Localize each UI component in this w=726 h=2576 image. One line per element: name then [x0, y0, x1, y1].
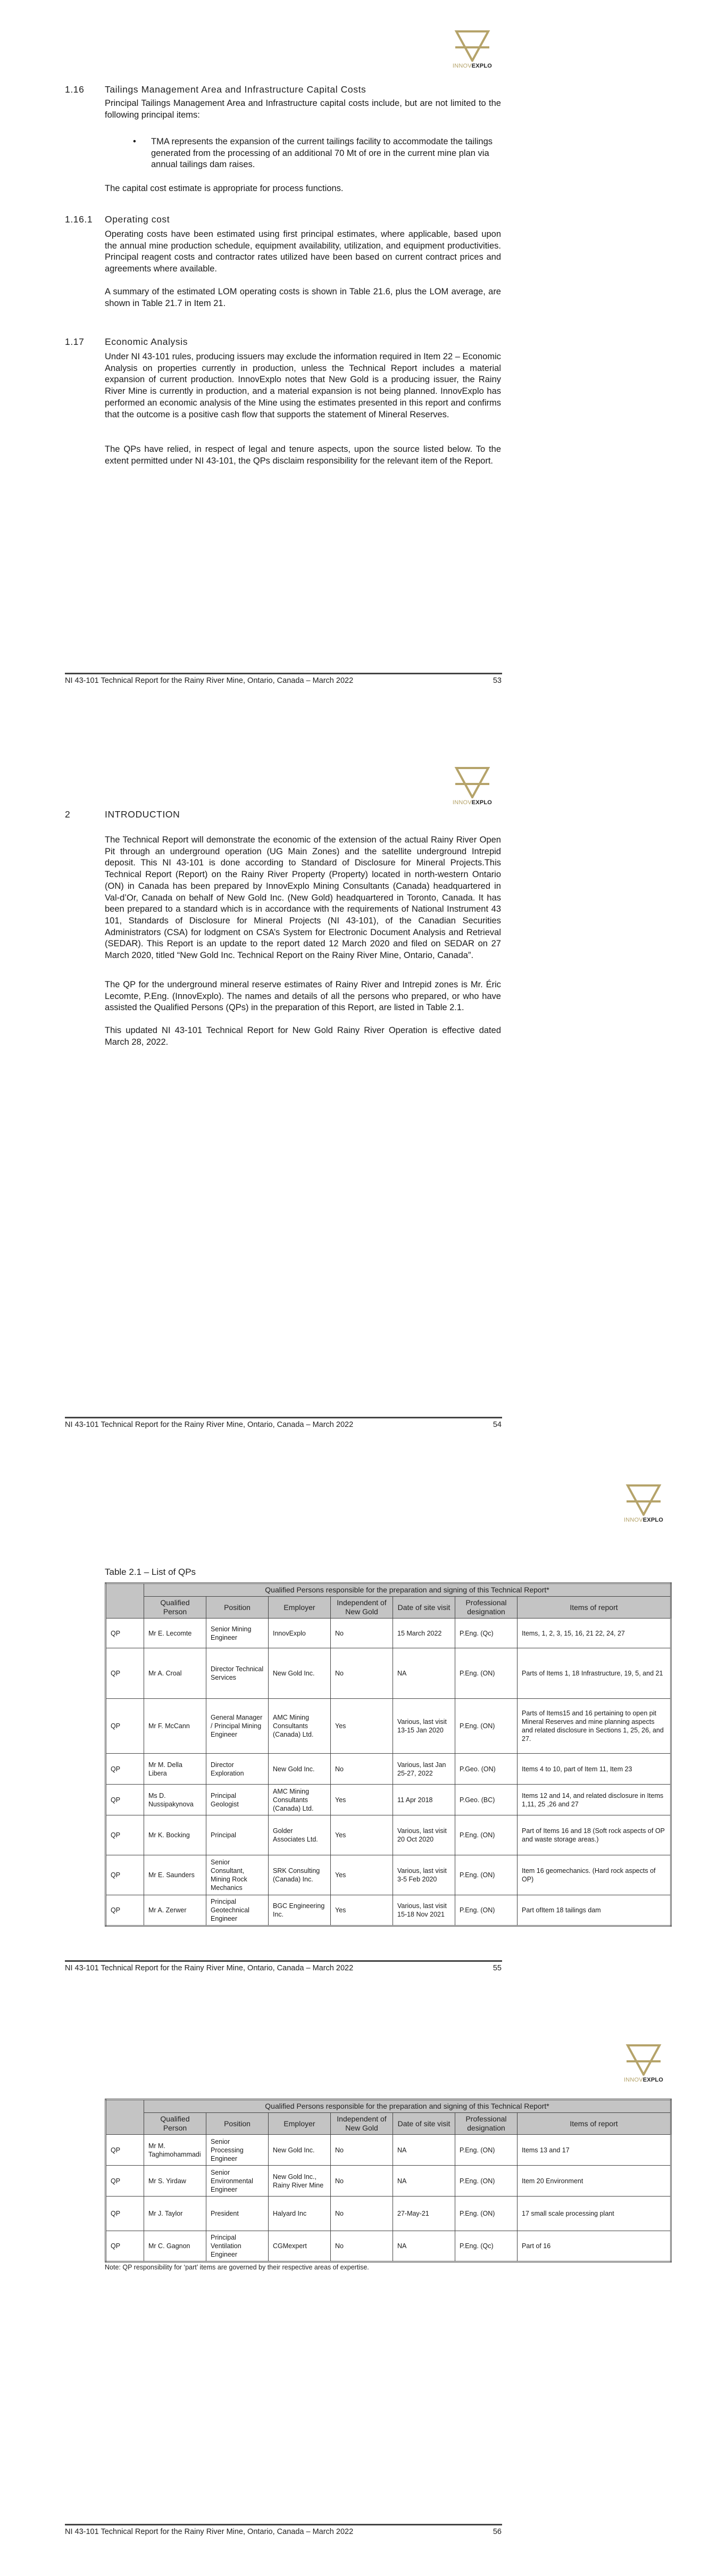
items-cell: Part ofItem 18 tailings dam: [518, 1895, 671, 1926]
column-header: Professional designation: [455, 2113, 518, 2135]
table-caption: Table 2.1 – List of QPs: [105, 1567, 196, 1577]
paragraph: The QPs have relied, in respect of legal and tenure aspects, upon the source listed below. To the extent permitted under NI 43-101, the QPs disclaim responsibility for the relevant item of the Report.: [105, 444, 501, 466]
paragraph: Operating costs have been estimated using first principal estimates, where applicable, based upon the annual mine production schedule, equipment availability, utilization, and equipment productivities. Principal reagent costs and contractor rates utilized have been based on current contract prices and agreements where available.: [105, 229, 501, 274]
role-cell: QP: [106, 1648, 144, 1699]
designation-cell: P.Eng. (ON): [455, 1815, 518, 1855]
table-group-header: Qualified Persons responsible for the preparation and signing of this Technical Report*: [144, 1583, 671, 1597]
section-number: 1.16.1: [65, 214, 93, 225]
footer-title: NI 43-101 Technical Report for the Rainy River Mine, Ontario, Canada – March 2022: [65, 2528, 354, 2536]
footer-title: NI 43-101 Technical Report for the Rainy River Mine, Ontario, Canada – March 2022: [65, 1964, 354, 1972]
logo-triangle-icon: [625, 1484, 662, 1516]
designation-cell: P.Eng. (ON): [455, 2135, 518, 2166]
paragraph: This updated NI 43-101 Technical Report for New Gold Rainy River Operation is effective dated March 28, 2022.: [105, 1026, 501, 1047]
site-visit-cell: Various, last Jan 25-27, 2022: [393, 1754, 455, 1785]
qualified-person-cell: Mr M. Della Libera: [144, 1754, 206, 1785]
role-cell: QP: [106, 1699, 144, 1754]
qualified-person-cell: Mr A. Croal: [144, 1648, 206, 1699]
items-cell: Part of 16: [518, 2231, 671, 2262]
bullet-text: TMA represents the expansion of the current tailings facility to accommodate the tailings generated from the processing of an additional 70 Mt of ore in the current mine plan via annual tailings dam raises.: [151, 137, 493, 170]
footer-divider: [65, 1417, 502, 1418]
independent-cell: No: [331, 1648, 393, 1699]
site-visit-cell: NA: [393, 2231, 455, 2262]
qualified-person-cell: Mr E. Lecomte: [144, 1619, 206, 1648]
paragraph: Principal Tailings Management Area and Infrastructure capital costs include, but are not limited to the following principal items:: [105, 98, 501, 120]
page-54: [0, 734, 726, 1496]
items-cell: Items 13 and 17: [518, 2135, 671, 2166]
table-row: [106, 2197, 671, 2231]
employer-cell: SRK Consulting (Canada) Inc.: [269, 1855, 331, 1895]
bullet-icon: •: [133, 137, 136, 146]
designation-cell: P.Eng. (ON): [455, 2197, 518, 2231]
role-cell: QP: [106, 1785, 144, 1815]
page-number: 56: [493, 2528, 502, 2536]
qualified-person-cell: Mr E. Saunders: [144, 1855, 206, 1895]
independent-cell: No: [331, 1619, 393, 1648]
independent-cell: No: [331, 2231, 393, 2262]
logo-text: INNOVEXPLO: [623, 2077, 664, 2083]
position-cell: Director Exploration: [206, 1754, 269, 1785]
employer-cell: Halyard Inc: [269, 2197, 331, 2231]
table-group-header: Qualified Persons responsible for the preparation and signing of this Technical Report*: [144, 2100, 671, 2113]
items-cell: Part of Items 16 and 18 (Soft rock aspects of OP and waste storage areas.): [518, 1815, 671, 1855]
role-cell: QP: [106, 2166, 144, 2197]
section-title: Operating cost: [105, 214, 170, 225]
role-cell: QP: [106, 1855, 144, 1895]
column-header: Employer: [269, 1597, 331, 1619]
employer-cell: Golder Associates Ltd.: [269, 1815, 331, 1855]
column-header: Independent of New Gold: [331, 2113, 393, 2135]
independent-cell: No: [331, 2135, 393, 2166]
paragraph: Under NI 43-101 rules, producing issuers may exclude the information required in Item 22 – Economic Analysis on properties currently in production, unless the Technical Report includes a material expansion of current production. InnovExplo notes that New Gold is a producing issuer, the Rainy River Mine is currently in production, and a material expansion is not being planned. InnovExplo has performed an economic analysis of the Mine using the estimates presented in this report and confirms that the outcome is a positive cash flow that supports the statement of Mineral Reserves.: [105, 352, 501, 419]
site-visit-cell: 11 Apr 2018: [393, 1785, 455, 1815]
column-header: Position: [206, 1597, 269, 1619]
qualified-person-cell: Mr J. Taylor: [144, 2197, 206, 2231]
table-row: [106, 1785, 671, 1815]
table-row: [106, 2166, 671, 2197]
employer-cell: New Gold Inc.: [269, 1648, 331, 1699]
table-row: [106, 2231, 671, 2262]
footer-divider: [65, 673, 502, 674]
section-number: 1.17: [65, 336, 85, 347]
items-cell: Parts of Items15 and 16 pertaining to open pit Mineral Reserves and mine planning aspects and related disclosure in Sections 1, 25, 26, and 27.: [518, 1699, 671, 1754]
page-number: 54: [493, 1421, 502, 1429]
qualified-person-cell: Mr F. McCann: [144, 1699, 206, 1754]
logo-text: INNOVEXPLO: [623, 1517, 664, 1523]
logo-text: INNOVEXPLO: [452, 63, 493, 69]
independent-cell: No: [331, 2197, 393, 2231]
employer-cell: CGMexpert: [269, 2231, 331, 2262]
independent-cell: No: [331, 2166, 393, 2197]
position-cell: Principal: [206, 1815, 269, 1855]
site-visit-cell: NA: [393, 2166, 455, 2197]
table-row: [106, 1619, 671, 1648]
qualified-person-cell: Mr K. Bocking: [144, 1815, 206, 1855]
site-visit-cell: Various, last visit 20 Oct 2020: [393, 1815, 455, 1855]
page-number: 55: [493, 1964, 502, 1972]
qualified-person-cell: Ms D. Nussipakynova: [144, 1785, 206, 1815]
items-cell: Item 20 Environment: [518, 2166, 671, 2197]
designation-cell: P.Eng. (ON): [455, 1855, 518, 1895]
column-header: Professional designation: [455, 1597, 518, 1619]
position-cell: President: [206, 2197, 269, 2231]
footer-divider: [65, 1960, 502, 1962]
position-cell: Senior Consultant, Mining Rock Mechanics: [206, 1855, 269, 1895]
employer-cell: AMC Mining Consultants (Canada) Ltd.: [269, 1785, 331, 1815]
position-cell: Senior Environmental Engineer: [206, 2166, 269, 2197]
independent-cell: Yes: [331, 1815, 393, 1855]
column-header: Employer: [269, 2113, 331, 2135]
table-row: [106, 1754, 671, 1785]
section-title: INTRODUCTION: [105, 809, 180, 820]
table-row: [106, 2135, 671, 2166]
footer-title: NI 43-101 Technical Report for the Rainy River Mine, Ontario, Canada – March 2022: [65, 1421, 354, 1429]
column-header: Position: [206, 2113, 269, 2135]
innovexplo-logo: [451, 30, 494, 78]
innovexplo-logo: [622, 2044, 665, 2092]
role-cell: QP: [106, 2231, 144, 2262]
page-53: [0, 0, 726, 734]
employer-cell: BGC Engineering Inc.: [269, 1895, 331, 1926]
designation-cell: P.Geo. (ON): [455, 1754, 518, 1785]
column-header: Date of site visit: [393, 1597, 455, 1619]
site-visit-cell: NA: [393, 1648, 455, 1699]
innovexplo-logo: [451, 766, 494, 814]
section-title: Economic Analysis: [105, 336, 188, 347]
section-number: 2: [65, 809, 71, 820]
employer-cell: AMC Mining Consultants (Canada) Ltd.: [269, 1699, 331, 1754]
qualified-person-cell: Mr A. Zerwer: [144, 1895, 206, 1926]
position-cell: Director Technical Services: [206, 1648, 269, 1699]
section-title: Tailings Management Area and Infrastructure Capital Costs: [105, 84, 366, 95]
footer-divider: [65, 2524, 502, 2525]
table-row: [106, 1699, 671, 1754]
logo-triangle-icon: [454, 766, 491, 798]
page-55: [0, 1480, 726, 1985]
role-cell: QP: [106, 1815, 144, 1855]
page-56: [0, 1985, 726, 2576]
employer-cell: New Gold Inc.: [269, 1754, 331, 1785]
site-visit-cell: Various, last visit 13-15 Jan 2020: [393, 1699, 455, 1754]
independent-cell: Yes: [331, 1699, 393, 1754]
header-blank-cell: [106, 1583, 144, 1619]
position-cell: Principal Ventilation Engineer: [206, 2231, 269, 2262]
paragraph: A summary of the estimated LOM operating costs is shown in Table 21.6, plus the LOM average, are shown in Table 21.7 in Item 21.: [105, 287, 501, 308]
table-row: [106, 1648, 671, 1699]
table-note: Note: QP responsibility for ‘part’ items are governed by their respective areas of expertise.: [105, 2264, 369, 2271]
innovexplo-logo: [622, 1484, 665, 1532]
logo-text: INNOVEXPLO: [452, 799, 493, 806]
paragraph: The capital cost estimate is appropriate for process functions.: [105, 184, 344, 193]
column-header: Qualified Person: [144, 2113, 206, 2135]
independent-cell: Yes: [331, 1895, 393, 1926]
site-visit-cell: 15 March 2022: [393, 1619, 455, 1648]
page-number: 53: [493, 676, 502, 685]
role-cell: QP: [106, 1754, 144, 1785]
designation-cell: P.Geo. (BC): [455, 1785, 518, 1815]
designation-cell: P.Eng. (ON): [455, 1699, 518, 1754]
table-row: [106, 1815, 671, 1855]
column-header: Qualified Person: [144, 1597, 206, 1619]
section-number: 1.16: [65, 84, 85, 95]
table-row: [106, 1855, 671, 1895]
independent-cell: Yes: [331, 1785, 393, 1815]
qualified-person-cell: Mr M. Taghimohammadi: [144, 2135, 206, 2166]
role-cell: QP: [106, 2197, 144, 2231]
position-cell: Senior Mining Engineer: [206, 1619, 269, 1648]
designation-cell: P.Eng. (ON): [455, 2166, 518, 2197]
qp-table: [105, 1582, 672, 1927]
position-cell: Principal Geotechnical Engineer: [206, 1895, 269, 1926]
column-header: Items of report: [518, 2113, 671, 2135]
position-cell: Senior Processing Engineer: [206, 2135, 269, 2166]
table-body: [106, 1619, 671, 1926]
designation-cell: P.Eng. (Qc): [455, 1619, 518, 1648]
site-visit-cell: Various, last visit 3-5 Feb 2020: [393, 1855, 455, 1895]
role-cell: QP: [106, 2135, 144, 2166]
header-blank-cell: [106, 2100, 144, 2135]
paragraph: The Technical Report will demonstrate the economic of the extension of the actual Rainy River Open Pit through an underground operation (UG Main Zones) and the satellite underground Intrepid deposit. This NI 43-101 is done according to Standard of Disclosure for Mineral Projects.This Technical Report (Report) on the Rainy River Property (Property) located in north-western Ontario (ON) in Canada has been prepared by InnovExplo Mining Consultants (Canada) headquartered in Val-d’Or, Canada on behalf of New Gold Inc. (New Gold) headquartered in Toronto, Canada. It has been prepared to a standard which is in accordance with the requirements of National Instrument 43 101, Standards of Disclosure for Mineral Projects (NI 43-101), of the Canadian Securities Administrators (CSA) for lodgment on CSA’s System for Electronic Document Analysis and Retrieval (SEDAR). This Report is an update to the report dated 12 March 2020 and filed on SEDAR on 27 March 2020, titled “New Gold Inc. Technical Report on the Rainy River Mine, Ontario, Canada”.: [105, 835, 501, 961]
qualified-person-cell: Mr C. Gagnon: [144, 2231, 206, 2262]
items-cell: Item 16 geomechanics. (Hard rock aspects of OP): [518, 1855, 671, 1895]
designation-cell: P.Eng. (ON): [455, 1895, 518, 1926]
table-row: [106, 1895, 671, 1926]
logo-triangle-icon: [625, 2044, 662, 2076]
site-visit-cell: Various, last visit 15-18 Nov 2021: [393, 1895, 455, 1926]
items-cell: Items, 1, 2, 3, 15, 16, 21 22, 24, 27: [518, 1619, 671, 1648]
role-cell: QP: [106, 1619, 144, 1648]
footer-title: NI 43-101 Technical Report for the Rainy River Mine, Ontario, Canada – March 2022: [65, 676, 354, 685]
designation-cell: P.Eng. (ON): [455, 1648, 518, 1699]
independent-cell: Yes: [331, 1855, 393, 1895]
employer-cell: New Gold Inc., Rainy River Mine: [269, 2166, 331, 2197]
role-cell: QP: [106, 1895, 144, 1926]
position-cell: General Manager / Principal Mining Engineer: [206, 1699, 269, 1754]
items-cell: Items 12 and 14, and related disclosure in Items 1,11, 25 ,26 and 27: [518, 1785, 671, 1815]
designation-cell: P.Eng. (Qc): [455, 2231, 518, 2262]
employer-cell: InnovExplo: [269, 1619, 331, 1648]
position-cell: Principal Geologist: [206, 1785, 269, 1815]
qp-table-continued: [105, 2099, 672, 2263]
column-header: Items of report: [518, 1597, 671, 1619]
site-visit-cell: NA: [393, 2135, 455, 2166]
column-header: Date of site visit: [393, 2113, 455, 2135]
items-cell: Items 4 to 10, part of Item 11, Item 23: [518, 1754, 671, 1785]
column-header: Independent of New Gold: [331, 1597, 393, 1619]
qualified-person-cell: Mr S. Yirdaw: [144, 2166, 206, 2197]
site-visit-cell: 27-May-21: [393, 2197, 455, 2231]
paragraph: The QP for the underground mineral reserve estimates of Rainy River and Intrepid zones is Mr. Éric Lecomte, P.Eng. (InnovExplo). The names and details of all the persons who prepared, or who have assisted the Qualified Persons (QPs) in the preparation of this Report, are listed in Table 2.1.: [105, 980, 501, 1013]
table-body: [106, 2135, 671, 2262]
items-cell: 17 small scale processing plant: [518, 2197, 671, 2231]
employer-cell: New Gold Inc.: [269, 2135, 331, 2166]
logo-triangle-icon: [454, 30, 491, 62]
items-cell: Parts of Items 1, 18 Infrastructure, 19, 5, and 21: [518, 1648, 671, 1699]
independent-cell: No: [331, 1754, 393, 1785]
